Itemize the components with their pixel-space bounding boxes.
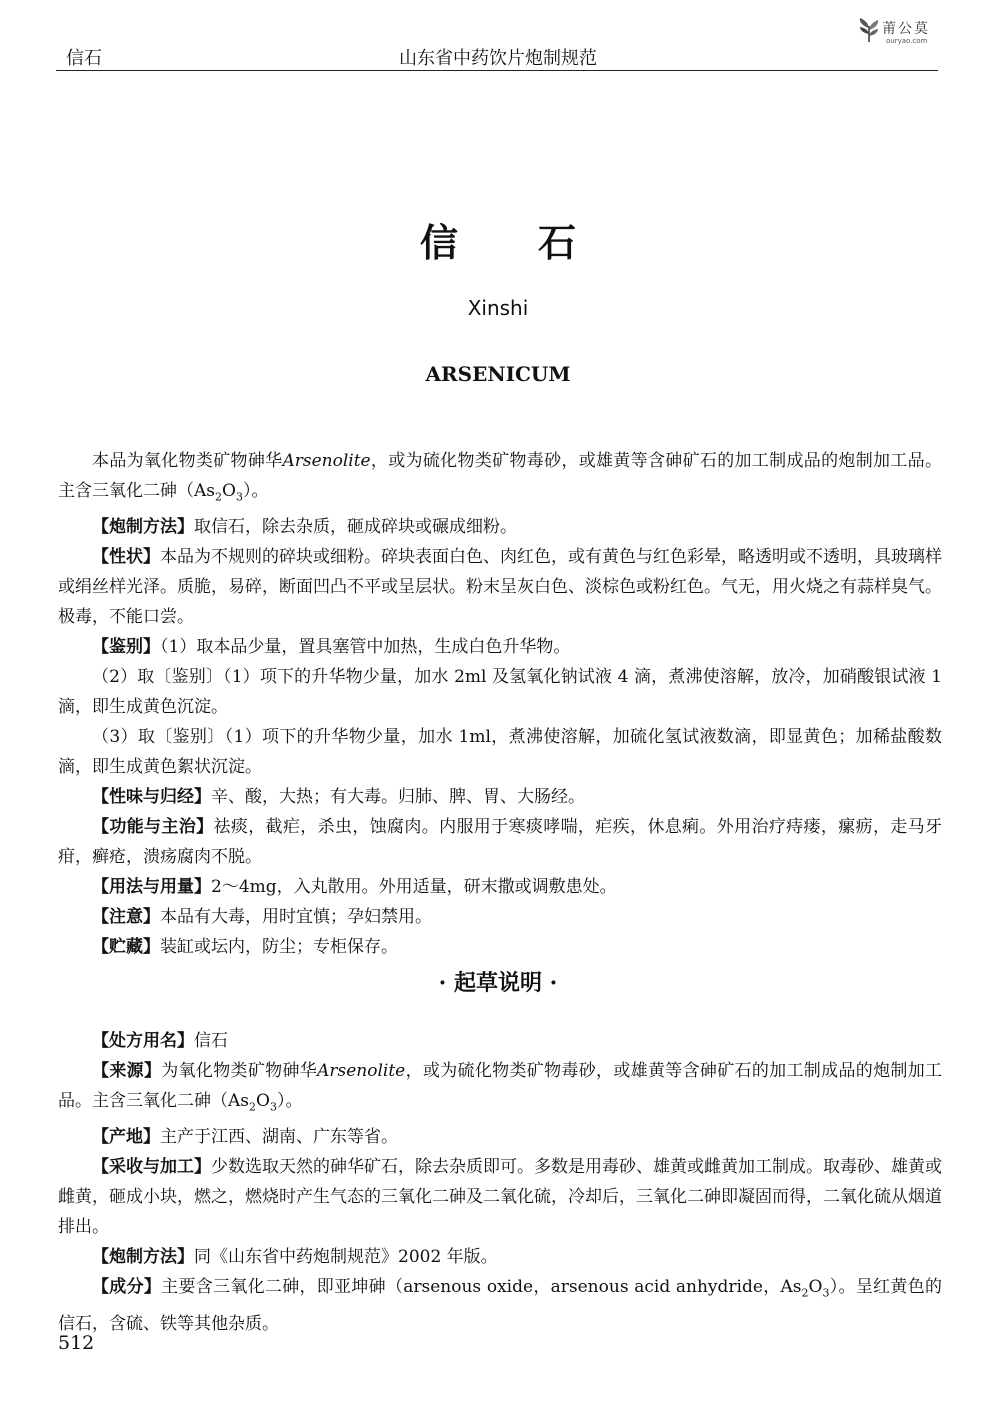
section-label: 【功能与主治】: [92, 817, 214, 838]
header-section-name: 信石: [66, 48, 102, 69]
function-paragraph: 【功能与主治】祛痰，截疟，杀虫，蚀腐肉。内服用于寒痰哮喘，疟疾，休息痢。外用治疗痔瘘，瘰疬，走马牙疳，癣疮，溃疡腐肉不脱。: [58, 817, 943, 868]
latin-name: Arsenolite: [282, 451, 371, 471]
nature-paragraph: 【性味与归经】辛、酸，大热；有大毒。归肺、脾、胃、大肠经。: [92, 787, 585, 808]
character-paragraph: 【性状】本品为不规则的碎块或细粉。碎块表面白色、肉红色，或有黄色与红色彩晕，略透明或不透明，具玻璃样或绢丝样光泽。质脆，易碎，断面凹凸不平或呈层状。粉末呈灰白色、淡棕色或粉红色。气无，用火烧之有蒜样臭气。极毒，不能口尝。: [58, 547, 942, 628]
section-label: 【处方用名】: [92, 1031, 194, 1051]
usage-paragraph: 【用法与用量】2～4mg，入丸散用。外用适量，研末撒或调敷患处。: [92, 877, 617, 898]
section-label: 【采收与加工】: [92, 1157, 211, 1178]
source-paragraph: 【来源】为氧化物类矿物砷华Arsenolite，或为硫化物类矿物毒砂，或雄黄等含砷矿石的加工制成品的炮制加工品。主含三氧化二砷$(As_2O_3)$。: [58, 1061, 943, 1114]
section-label: 【炮制方法】: [92, 1247, 194, 1268]
logo-text: 莆公莫: [882, 21, 930, 37]
name-paragraph: 【处方用名】信石: [92, 1031, 228, 1051]
section-label: 【注意】: [92, 907, 160, 928]
origin-paragraph: 【产地】主产于江西、湖南、广东等省。: [92, 1127, 398, 1148]
section-label: 【性味与归经】: [92, 787, 211, 808]
title-pinyin: Xinshi: [467, 296, 529, 320]
page-number: 512: [58, 1332, 95, 1354]
section-label: 【鉴别】: [92, 637, 160, 658]
draft-section-title: · 起草说明 ·: [438, 970, 558, 996]
running-header: [0, 0, 996, 72]
section-label: 【成分】: [92, 1277, 162, 1298]
storage-paragraph: 【贮藏】装缸或坛内，防尘；专柜保存。: [92, 937, 398, 958]
section-label: 【贮藏】: [92, 937, 160, 958]
header-divider: [56, 70, 938, 71]
processing-paragraph: 【炮制方法】取信石，除去杂质，砸成碎块或碾成细粉。: [92, 517, 517, 538]
header-book-title: 山东省中药饮片炮制规范: [399, 48, 597, 69]
identification-paragraph: 【鉴别】（1）取本品少量，置具塞管中加热，生成白色升华物。: [92, 637, 571, 658]
identification-item-2: （2）取〔鉴别〕（1）项下的升华物少量，加水 2ml 及氢氧化钠试液 4 滴，煮沸使溶解，放冷，加硝酸银试液 1 滴，即生成黄色沉淀。: [58, 667, 942, 718]
monograph-body: [58, 446, 942, 962]
site-logo: [856, 16, 956, 46]
composition-paragraph: 【成分】主要含三氧化二砷，即亚坤砷（arsenous oxide，arsenous acid anhydride，$As_2O_3$）。呈红黄色的信石，含硫、铁等其他杂质。: [58, 1277, 942, 1334]
leaf-logo-icon: [856, 16, 882, 44]
section-label: 【炮制方法】: [92, 517, 194, 538]
caution-paragraph: 【注意】本品有大毒，用时宜慎；孕妇禁用。: [92, 907, 432, 928]
draft-body: [58, 1026, 942, 1339]
identification-item-3: （3）取〔鉴别〕（1）项下的升华物少量，加水 1ml，煮沸使溶解，加硫化氢试液数滴，即显黄色；加稀盐酸数滴，即生成黄色絮状沉淀。: [58, 727, 942, 778]
section-label: 【来源】: [92, 1061, 162, 1081]
harvest-paragraph: 【采收与加工】少数选取天然的砷华矿石，除去杂质即可。多数是用毒砂、雄黄或雌黄加工制成。取毒砂、雄黄或雌黄，砸成小块，燃之，燃烧时产生气态的三氧化二砷及二氧化硫，冷却后，三氧化二砷即凝固而得，二氧化硫从烟道排出。: [58, 1157, 942, 1238]
latin-name: Arsenolite: [317, 1061, 406, 1081]
draft-processing-paragraph: 【炮制方法】同《山东省中药炮制规范》2002 年版。: [92, 1247, 498, 1268]
intro-paragraph: 本品为氧化物类矿物砷华Arsenolite，或为硫化物类矿物毒砂，或雄黄等含砷矿石的加工制成品的炮制加工品。主含三氧化二砷$(As_2O_3)$。: [58, 451, 943, 504]
section-label: 【用法与用量】: [92, 877, 211, 898]
section-label: 【产地】: [92, 1127, 160, 1148]
logo-url: ouryao.com: [886, 37, 928, 45]
title-chinese: 信石: [419, 221, 656, 265]
section-label: 【性状】: [92, 547, 160, 568]
title-latin: ARSENICUM: [425, 362, 571, 386]
